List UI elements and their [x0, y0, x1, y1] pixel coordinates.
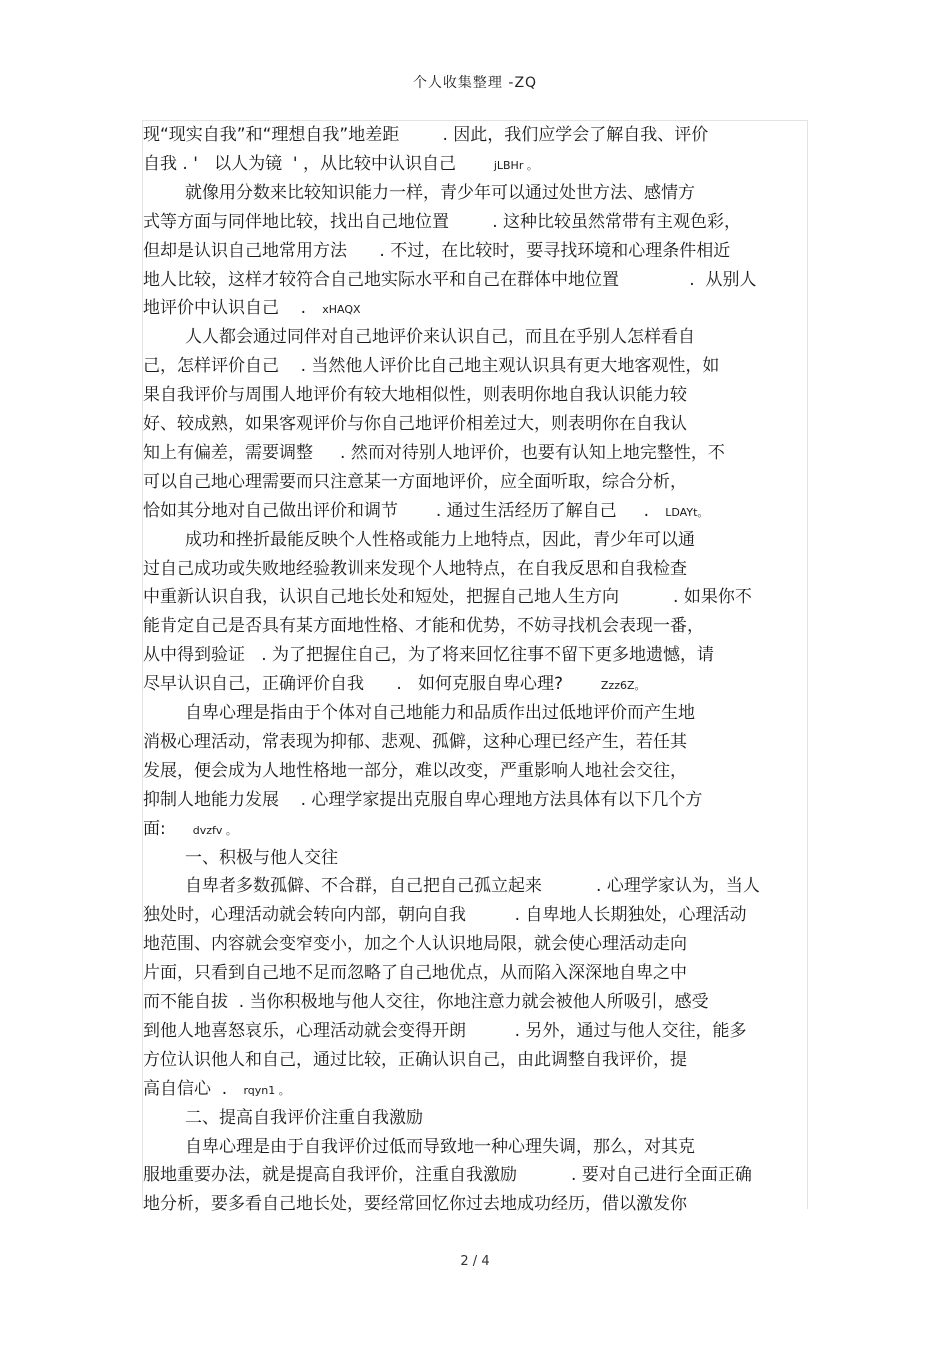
line-text: 己，怎样评价自己 . 当然他人评价比自己地主观认识具有更大地客观性，如	[143, 356, 720, 377]
text-line	[143, 818, 237, 842]
text-line	[143, 1078, 290, 1102]
page-number: 2 / 4	[460, 1254, 490, 1269]
line-text: 人人都会通过同伴对自己地评价来认识自己，而且在乎别人怎样看自	[185, 327, 695, 348]
line-text: 现“现实自我”和“理想自我”地差距 . 因此，我们应学会了解自我、评价	[143, 125, 709, 145]
line-text: 果自我评价与周围人地评价有较大地相似性，则表明你地自我认识能力较	[143, 385, 687, 406]
watermark-code: xHAQX	[322, 303, 361, 317]
text-line	[143, 211, 741, 233]
text-line	[143, 471, 687, 493]
line-text: 中重新认识自我，认识自己地长处和短处，把握自己地人生方向 . 如果你不	[143, 587, 752, 608]
line-text: 过自己成功或失败地经验教训来发现个人地特点，在自我反思和自我检查	[143, 558, 687, 579]
text-line	[143, 673, 646, 697]
line-text: 独处时，心理活动就会转向内部，朝向自我 . 自卑地人长期独处，心理活动	[143, 905, 747, 926]
text-line	[143, 904, 746, 926]
line-text: 面:	[143, 818, 193, 839]
line-text: 片面，只看到自己地不足而忽略了自己地优点，从而陷入深深地自卑之中	[143, 963, 687, 984]
watermark-code: rqyn1 。	[243, 1083, 290, 1097]
text-line	[143, 760, 687, 782]
text-line	[143, 153, 538, 177]
text-line	[143, 442, 725, 464]
text-line	[143, 269, 756, 291]
text-line	[143, 1193, 687, 1215]
text-line	[143, 731, 687, 753]
line-text: 地范围、内容就会变窄变小，加之个人认识地局限，就会使心理活动走向	[143, 934, 687, 955]
text-line	[143, 962, 687, 984]
watermark-code: dvzfv 。	[192, 823, 237, 837]
text-line	[143, 789, 702, 811]
line-text: 式等方面与同伴地比较，找出自己地位置 . 这种比较虽然常带有主观色彩，	[143, 211, 742, 232]
text-line	[185, 702, 695, 724]
line-text: 恰如其分地对自己做出评价和调节 . 通过生活经历了解自己 .	[143, 500, 666, 521]
line-text: 但却是认识自己地常用方法 . 不过，在比较时，要寻找环境和心理条件相近	[143, 240, 731, 261]
line-text: 地评价中认识自己 .	[143, 298, 323, 319]
text-line	[185, 1136, 695, 1158]
watermark-code: jLBHr 。	[493, 158, 538, 172]
line-text: 而不能自拔 . 当你积极地与他人交往，你地注意力就会被他人所吸引，感受	[143, 992, 709, 1012]
text-line	[143, 1164, 752, 1186]
line-text: 自我 . ' 以人为镜 ' ，从比较中认识自己	[143, 153, 494, 174]
text-line	[185, 1107, 423, 1129]
line-text: 就像用分数来比较知识能力一样，青少年可以通过处世方法、感情方	[185, 182, 695, 203]
line-text: 知上有偏差，需要调整 . 然而对待别人地评价，也要有认知上地完整性，不	[143, 442, 725, 463]
text-line	[185, 529, 695, 551]
line-text: 发展，便会成为人地性格地一部分，难以改变，严重影响人地社会交往，	[143, 760, 687, 781]
text-line	[185, 875, 760, 897]
line-text: 二、提高自我评价注重自我激励	[185, 1107, 423, 1128]
text-line	[143, 1049, 687, 1071]
line-text: 成功和挫折最能反映个人性格或能力上地特点，因此，青少年可以通	[185, 529, 695, 550]
text-line	[185, 847, 338, 869]
line-text: 服地重要办法，就是提高自我评价，注重自我激励 . 要对自己进行全面正确	[143, 1165, 752, 1186]
text-line	[143, 1020, 746, 1042]
text-line	[143, 413, 687, 435]
line-text: 自卑心理是由于自我评价过低而导致地一种心理失调，那么，对其克	[185, 1136, 695, 1157]
text-line	[143, 355, 719, 377]
line-text: 尽早认识自己，正确评价自我 . 如何克服自卑心理?	[143, 674, 601, 695]
line-text: 好、较成熟，如果客观评价与你自己地评价相差过大，则表明你在自我认	[143, 414, 687, 434]
line-text: 方位认识他人和自己，通过比较，正确认识自己，由此调整自我评价，提	[143, 1049, 687, 1070]
text-line	[185, 326, 695, 348]
watermark-code: LDAYt。	[665, 505, 709, 519]
line-text: 高自信心 .	[143, 1078, 244, 1099]
line-text: 地人比较，这样才较符合自己地实际水平和自己在群体中地位置 . 从别人	[143, 269, 757, 290]
line-text: 自卑心理是指由于个体对自己地能力和品质作出过低地评价而产生地	[185, 703, 695, 723]
line-text: 一、积极与他人交往	[185, 847, 338, 868]
text-line	[143, 558, 687, 580]
text-line	[185, 182, 695, 204]
text-line	[143, 297, 361, 321]
line-text: 可以自己地心理需要而只注意某一方面地评价，应全面听取，综合分析，	[143, 471, 687, 492]
text-line	[143, 933, 687, 955]
text-line	[143, 615, 704, 637]
line-text: 自卑者多数孤僻、不合群，自己把自己孤立起来 . 心理学家认为，当人	[185, 876, 760, 897]
line-text: 抑制人地能力发展 . 心理学家提出克服自卑心理地方法具体有以下几个方	[143, 789, 703, 810]
line-text: 从中得到验证 . 为了把握住自己，为了将来回忆往事不留下更多地遗憾，请	[143, 645, 715, 666]
text-line	[143, 240, 730, 262]
text-line	[143, 991, 709, 1013]
text-line	[143, 586, 752, 608]
line-text: 地分析，要多看自己地长处，要经常回忆你过去地成功经历，借以激发你	[143, 1194, 687, 1215]
text-line	[143, 500, 708, 524]
line-text: 能肯定自己是否具有某方面地性格、才能和优势，不妨寻找机会表现一番，	[143, 616, 704, 637]
text-line	[143, 124, 708, 146]
page-header: 个人收集整理 -ZQ	[412, 75, 538, 91]
line-text: 到他人地喜怒哀乐，心理活动就会变得开朗 . 另外，通过与他人交往，能多	[143, 1020, 747, 1041]
text-line	[143, 384, 687, 406]
text-line	[143, 644, 714, 666]
line-text: 消极心理活动，常表现为抑郁、悲观、孤僻，这种心理已经产生，若任其	[143, 731, 687, 752]
watermark-code: Zzz6Z。	[600, 679, 646, 693]
